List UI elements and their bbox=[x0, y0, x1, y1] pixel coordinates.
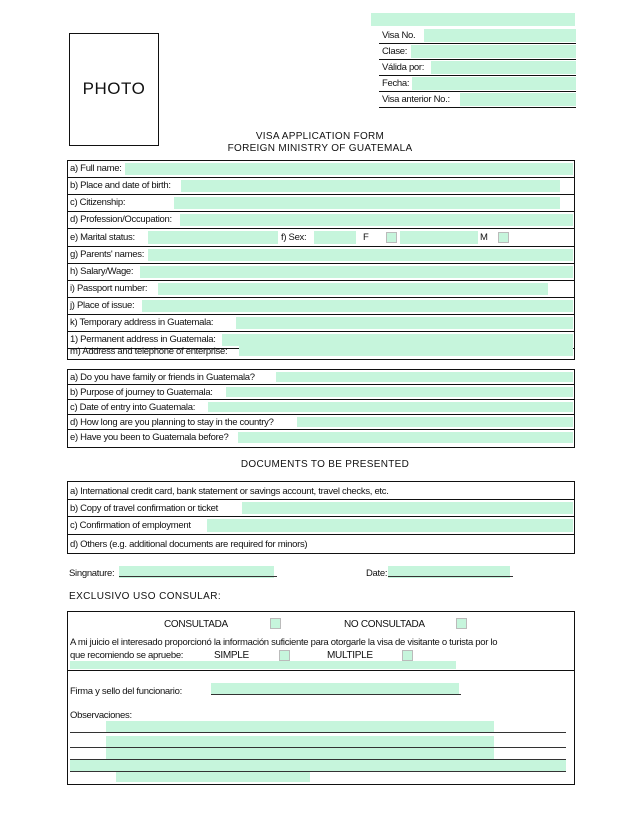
juicio-text-2: que recomiendo se apruebe: bbox=[70, 650, 184, 661]
sex-field[interactable] bbox=[314, 231, 356, 244]
office-header-fill bbox=[371, 13, 575, 26]
salary-field[interactable] bbox=[140, 266, 573, 278]
personal-info-section bbox=[67, 160, 575, 360]
stay-field[interactable] bbox=[297, 417, 573, 427]
issue-row bbox=[68, 298, 574, 315]
travel-info-section bbox=[67, 369, 575, 448]
family-row bbox=[68, 370, 574, 385]
clase-label: Clase: bbox=[382, 46, 408, 57]
photo-box bbox=[69, 33, 159, 146]
citizenship-field[interactable] bbox=[174, 197, 560, 209]
observaciones-field-5[interactable] bbox=[116, 772, 310, 782]
marital-label: e) Marital status: bbox=[70, 232, 135, 243]
citizenship-label: c) Citizenship: bbox=[70, 197, 126, 208]
entry-row bbox=[68, 400, 574, 415]
juicio-text-1: A mi juicio el interesado proporcionó la información suficiente para otorgarle la visa de visitante o turista por lo bbox=[70, 637, 498, 648]
firma-line bbox=[211, 694, 461, 695]
visa-anterior-row bbox=[379, 92, 576, 108]
fecha-field[interactable] bbox=[412, 77, 576, 90]
issue-label: j) Place of issue: bbox=[70, 300, 135, 311]
employment-label: c) Confirmation of employment bbox=[70, 520, 191, 531]
employment-row bbox=[68, 517, 574, 535]
full-name-field[interactable] bbox=[125, 163, 573, 175]
signature-line bbox=[119, 576, 277, 577]
salary-label: h) Salary/Wage: bbox=[70, 266, 134, 277]
no-consultada-label: NO CONSULTADA bbox=[344, 619, 425, 630]
ticket-row bbox=[68, 500, 574, 517]
office-use-block bbox=[379, 28, 576, 108]
before-row bbox=[68, 430, 574, 445]
documents-title: DOCUMENTS TO BE PRESENTED bbox=[240, 459, 410, 470]
sex-f-extra-field[interactable] bbox=[400, 231, 478, 244]
consular-section bbox=[67, 611, 575, 785]
profession-field[interactable] bbox=[180, 214, 573, 226]
consultada-checkbox[interactable] bbox=[270, 618, 281, 629]
marital-sex-row bbox=[68, 229, 574, 247]
firma-label: Firma y sello del funcionario: bbox=[70, 686, 182, 697]
multiple-label: MULTIPLE bbox=[327, 650, 373, 661]
fecha-label: Fecha: bbox=[382, 78, 410, 89]
observaciones-line-1 bbox=[70, 732, 566, 733]
temp-address-row bbox=[68, 315, 574, 332]
sex-label: f) Sex: bbox=[281, 232, 307, 243]
citizenship-row bbox=[68, 195, 574, 212]
sex-m-label: M bbox=[480, 232, 488, 243]
documents-section bbox=[67, 481, 575, 554]
valida-label: Válida por: bbox=[382, 62, 425, 73]
marital-field[interactable] bbox=[148, 231, 278, 244]
enterprise-row bbox=[68, 343, 574, 358]
entry-field[interactable] bbox=[208, 402, 573, 412]
family-label: a) Do you have family or friends in Guatemala? bbox=[70, 372, 255, 383]
simple-checkbox[interactable] bbox=[279, 650, 290, 661]
date-line bbox=[388, 576, 513, 577]
recommend-field[interactable] bbox=[70, 661, 456, 669]
birth-field[interactable] bbox=[181, 180, 560, 192]
before-label: e) Have you been to Guatemala before? bbox=[70, 432, 229, 443]
signature-label: Singnature: bbox=[69, 568, 115, 579]
sex-f-label: F bbox=[363, 232, 369, 243]
simple-label: SIMPLE bbox=[214, 650, 249, 661]
form-title: VISA APPLICATION FORM bbox=[255, 131, 385, 142]
photo-label: PHOTO bbox=[82, 79, 146, 98]
full-name-row bbox=[68, 161, 574, 178]
profession-row bbox=[68, 212, 574, 229]
visa-no-field[interactable] bbox=[424, 29, 576, 42]
sex-f-checkbox[interactable] bbox=[386, 232, 397, 243]
visa-no-label: Visa No. bbox=[382, 30, 416, 41]
birth-label: b) Place and date of birth: bbox=[70, 180, 171, 191]
issue-field[interactable] bbox=[142, 300, 573, 312]
observaciones-label: Observaciones: bbox=[70, 710, 132, 721]
temp-address-label: k) Temporary address in Guatemala: bbox=[70, 317, 214, 328]
date-label: Date: bbox=[366, 568, 388, 579]
consular-title: EXCLUSIVO USO CONSULAR: bbox=[69, 591, 222, 602]
before-field[interactable] bbox=[238, 432, 573, 443]
valida-field[interactable] bbox=[431, 61, 576, 74]
entry-label: c) Date of entry into Guatemala: bbox=[70, 402, 196, 413]
parents-label: g) Parents' names: bbox=[70, 249, 145, 260]
visa-no-row bbox=[379, 28, 576, 44]
temp-address-field[interactable] bbox=[236, 317, 573, 329]
form-subtitle: FOREIGN MINISTRY OF GUATEMALA bbox=[227, 143, 413, 154]
purpose-label: b) Purpose of journey to Guatemala: bbox=[70, 387, 213, 398]
salary-row bbox=[68, 264, 574, 281]
no-consultada-checkbox[interactable] bbox=[456, 618, 467, 629]
employment-field[interactable] bbox=[207, 519, 573, 532]
ticket-label: b) Copy of travel confirmation or ticket bbox=[70, 503, 218, 514]
clase-field[interactable] bbox=[411, 45, 576, 58]
family-field[interactable] bbox=[276, 372, 573, 382]
ticket-field[interactable] bbox=[242, 502, 573, 514]
fecha-row bbox=[379, 76, 576, 92]
purpose-row bbox=[68, 385, 574, 400]
passport-label: i) Passport number: bbox=[70, 283, 148, 294]
others-label: d) Others (e.g. additional documents are required for minors) bbox=[70, 539, 308, 550]
visa-anterior-field[interactable] bbox=[460, 93, 576, 106]
credit-row bbox=[68, 482, 574, 500]
credit-label: a) International credit card, bank statement or savings account, travel checks, etc. bbox=[70, 486, 389, 497]
stay-row bbox=[68, 415, 574, 430]
stay-label: d) How long are you planning to stay in the country? bbox=[70, 417, 274, 428]
clase-row bbox=[379, 44, 576, 60]
others-row bbox=[68, 535, 574, 552]
valida-row bbox=[379, 60, 576, 76]
parents-field[interactable] bbox=[148, 249, 573, 261]
profession-label: d) Profession/Occupation: bbox=[70, 214, 172, 225]
birth-row bbox=[68, 178, 574, 195]
multiple-checkbox[interactable] bbox=[402, 650, 413, 661]
visa-anterior-label: Visa anterior No.: bbox=[382, 94, 450, 105]
consular-divider bbox=[68, 670, 574, 671]
sex-m-checkbox[interactable] bbox=[498, 232, 509, 243]
perm-address-label: 1) Permanent address in Guatemala: bbox=[70, 334, 216, 345]
full-name-label: a) Full name: bbox=[70, 163, 122, 174]
purpose-field[interactable] bbox=[226, 387, 573, 397]
enterprise-label: m) Address and telephone of enterprise: bbox=[70, 346, 228, 357]
parents-row bbox=[68, 247, 574, 264]
consultada-label: CONSULTADA bbox=[164, 619, 228, 630]
passport-field[interactable] bbox=[158, 283, 548, 295]
passport-row bbox=[68, 281, 574, 298]
enterprise-field[interactable] bbox=[239, 346, 573, 356]
